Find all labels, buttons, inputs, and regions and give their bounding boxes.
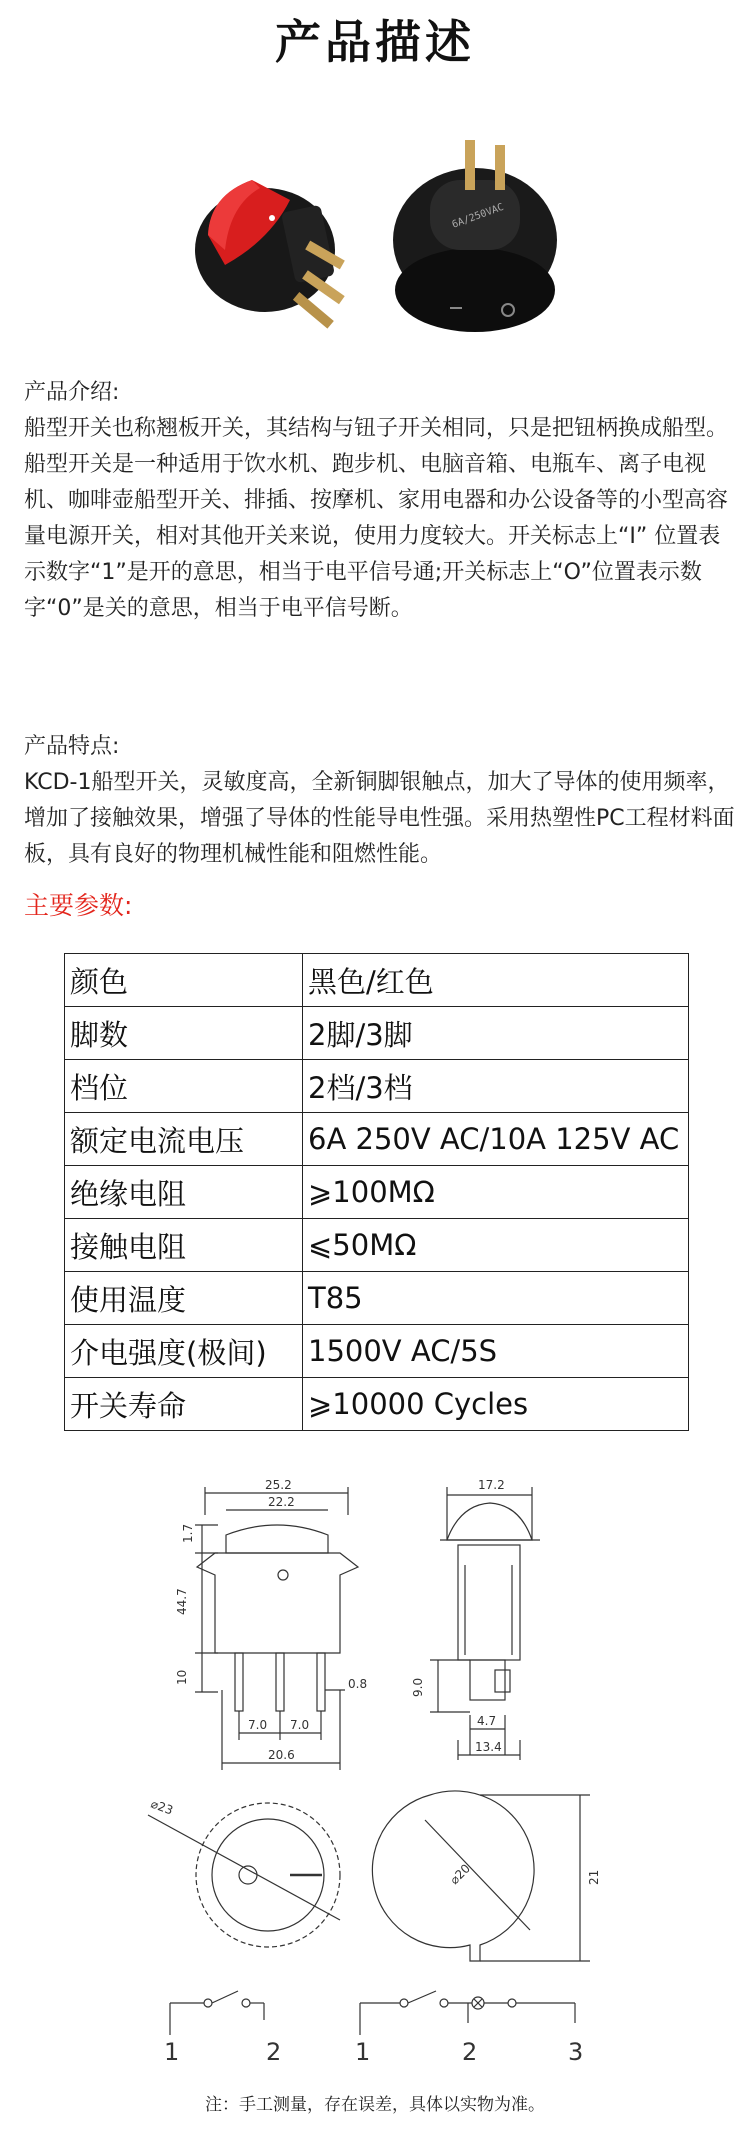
page-title: 产品描述 — [275, 15, 475, 69]
spec-key: 脚数 — [65, 1007, 303, 1060]
table-row — [65, 1113, 689, 1166]
table-row — [65, 1166, 689, 1219]
spec-value: T85 — [303, 1272, 689, 1325]
front-round-labels — [149, 1797, 175, 1818]
params-heading: 主要参数: — [24, 891, 133, 920]
features-body: KCD-1船型开关，灵敏度高，全新铜脚银触点，加大了导体的使用频率，增加了接触效果，增强了导体的性能导电性强。采用热塑性PC工程材料面板，具有良好的物理机械性能和阻燃性能。 — [24, 770, 735, 867]
features-heading: 产品特点: — [24, 734, 120, 759]
spec-key: 使用温度 — [65, 1272, 303, 1325]
svg-text:6A/250VAC: 6A/250VAC — [450, 201, 506, 231]
spec-value: 2脚/3脚 — [303, 1007, 689, 1060]
intro-heading: 产品介绍: — [24, 380, 120, 405]
dim-label: 21 — [587, 1869, 601, 1885]
schematic-label: 2 — [462, 2038, 478, 2066]
footer-note: 注：手工测量，存在误差，具体以实物为准。 — [205, 2095, 545, 2115]
spec-key: 介电强度(极间) — [65, 1325, 303, 1378]
dim-label: ⌀23 — [148, 1796, 175, 1818]
spec-value: 6A 250V AC/10A 125V AC — [303, 1113, 689, 1166]
spec-table — [64, 953, 689, 1431]
spec-value: 1500V AC/5S — [303, 1325, 689, 1378]
front-view — [195, 1487, 358, 1770]
table-row — [65, 1325, 689, 1378]
dim-label: 22.2 — [268, 1495, 295, 1509]
table-row — [65, 1378, 689, 1431]
table-row — [65, 1272, 689, 1325]
front-view-labels — [175, 1478, 367, 1762]
schematic-label: 1 — [164, 2038, 180, 2066]
table-row — [65, 1007, 689, 1060]
schematic-label: 1 — [355, 2038, 371, 2066]
schematic-label: 2 — [266, 2038, 282, 2066]
dim-label: 44.7 — [175, 1588, 189, 1615]
dim-label: ⌀20 — [447, 1861, 474, 1888]
spec-key: 额定电流电压 — [65, 1113, 303, 1166]
dim-label: 13.4 — [475, 1740, 502, 1754]
table-row — [65, 1060, 689, 1113]
spec-key: 开关寿命 — [65, 1378, 303, 1431]
intro-section — [24, 375, 739, 627]
dim-label: 10 — [175, 1669, 189, 1685]
spec-key: 接触电阻 — [65, 1219, 303, 1272]
spec-key: 档位 — [65, 1060, 303, 1113]
spec-value: 2档/3档 — [303, 1060, 689, 1113]
back-round-view — [372, 1791, 590, 1961]
red-switch-photo — [195, 180, 345, 329]
table-row — [65, 954, 689, 1007]
schematic-2pin — [170, 1991, 264, 2035]
back-round-labels — [447, 1861, 601, 1887]
dim-label: 7.0 — [248, 1718, 268, 1732]
spec-value: ⩾10000 Cycles — [303, 1378, 689, 1431]
schematic-3pin — [360, 1991, 575, 2035]
spec-key: 颜色 — [65, 954, 303, 1007]
spec-value: ⩽50MΩ — [303, 1219, 689, 1272]
front-round-view — [148, 1803, 340, 1947]
black-switch-photo — [393, 140, 557, 332]
spec-key: 绝缘电阻 — [65, 1166, 303, 1219]
dim-label: 20.6 — [268, 1748, 295, 1762]
product-photo — [190, 140, 580, 345]
dim-label: 7.0 — [290, 1718, 310, 1732]
spec-value: 黑色/红色 — [303, 954, 689, 1007]
dim-label: 9.0 — [411, 1677, 425, 1697]
dim-label: 1.7 — [181, 1523, 195, 1543]
intro-body: 船型开关也称翘板开关，其结构与钮子开关相同，只是把钮柄换成船型。船型开关是一种适用于饮水机、跑步机、电脑音箱、电瓶车、离子电视机、咖啡壶船型开关、排插、按摩机、家用电器和办公设备等的小型高容量电源开关，相对其他开关来说，使用力度较大。开关标志上“I” 位置表示数字“1”是开的意思，相当于电平信号通;开关标志上“O”位置表示数字“0”是关的意思，相当于电平信号断。 — [24, 416, 729, 621]
table-row — [65, 1219, 689, 1272]
features-section — [24, 729, 739, 873]
dim-label: 17.2 — [478, 1478, 505, 1492]
dim-label: 0.8 — [348, 1677, 368, 1691]
dim-label: 4.7 — [477, 1714, 497, 1728]
schematic-label: 3 — [568, 2038, 584, 2066]
dimension-drawing — [0, 1475, 750, 2075]
dim-label: 25.2 — [265, 1478, 292, 1492]
spec-value: ⩾100MΩ — [303, 1166, 689, 1219]
